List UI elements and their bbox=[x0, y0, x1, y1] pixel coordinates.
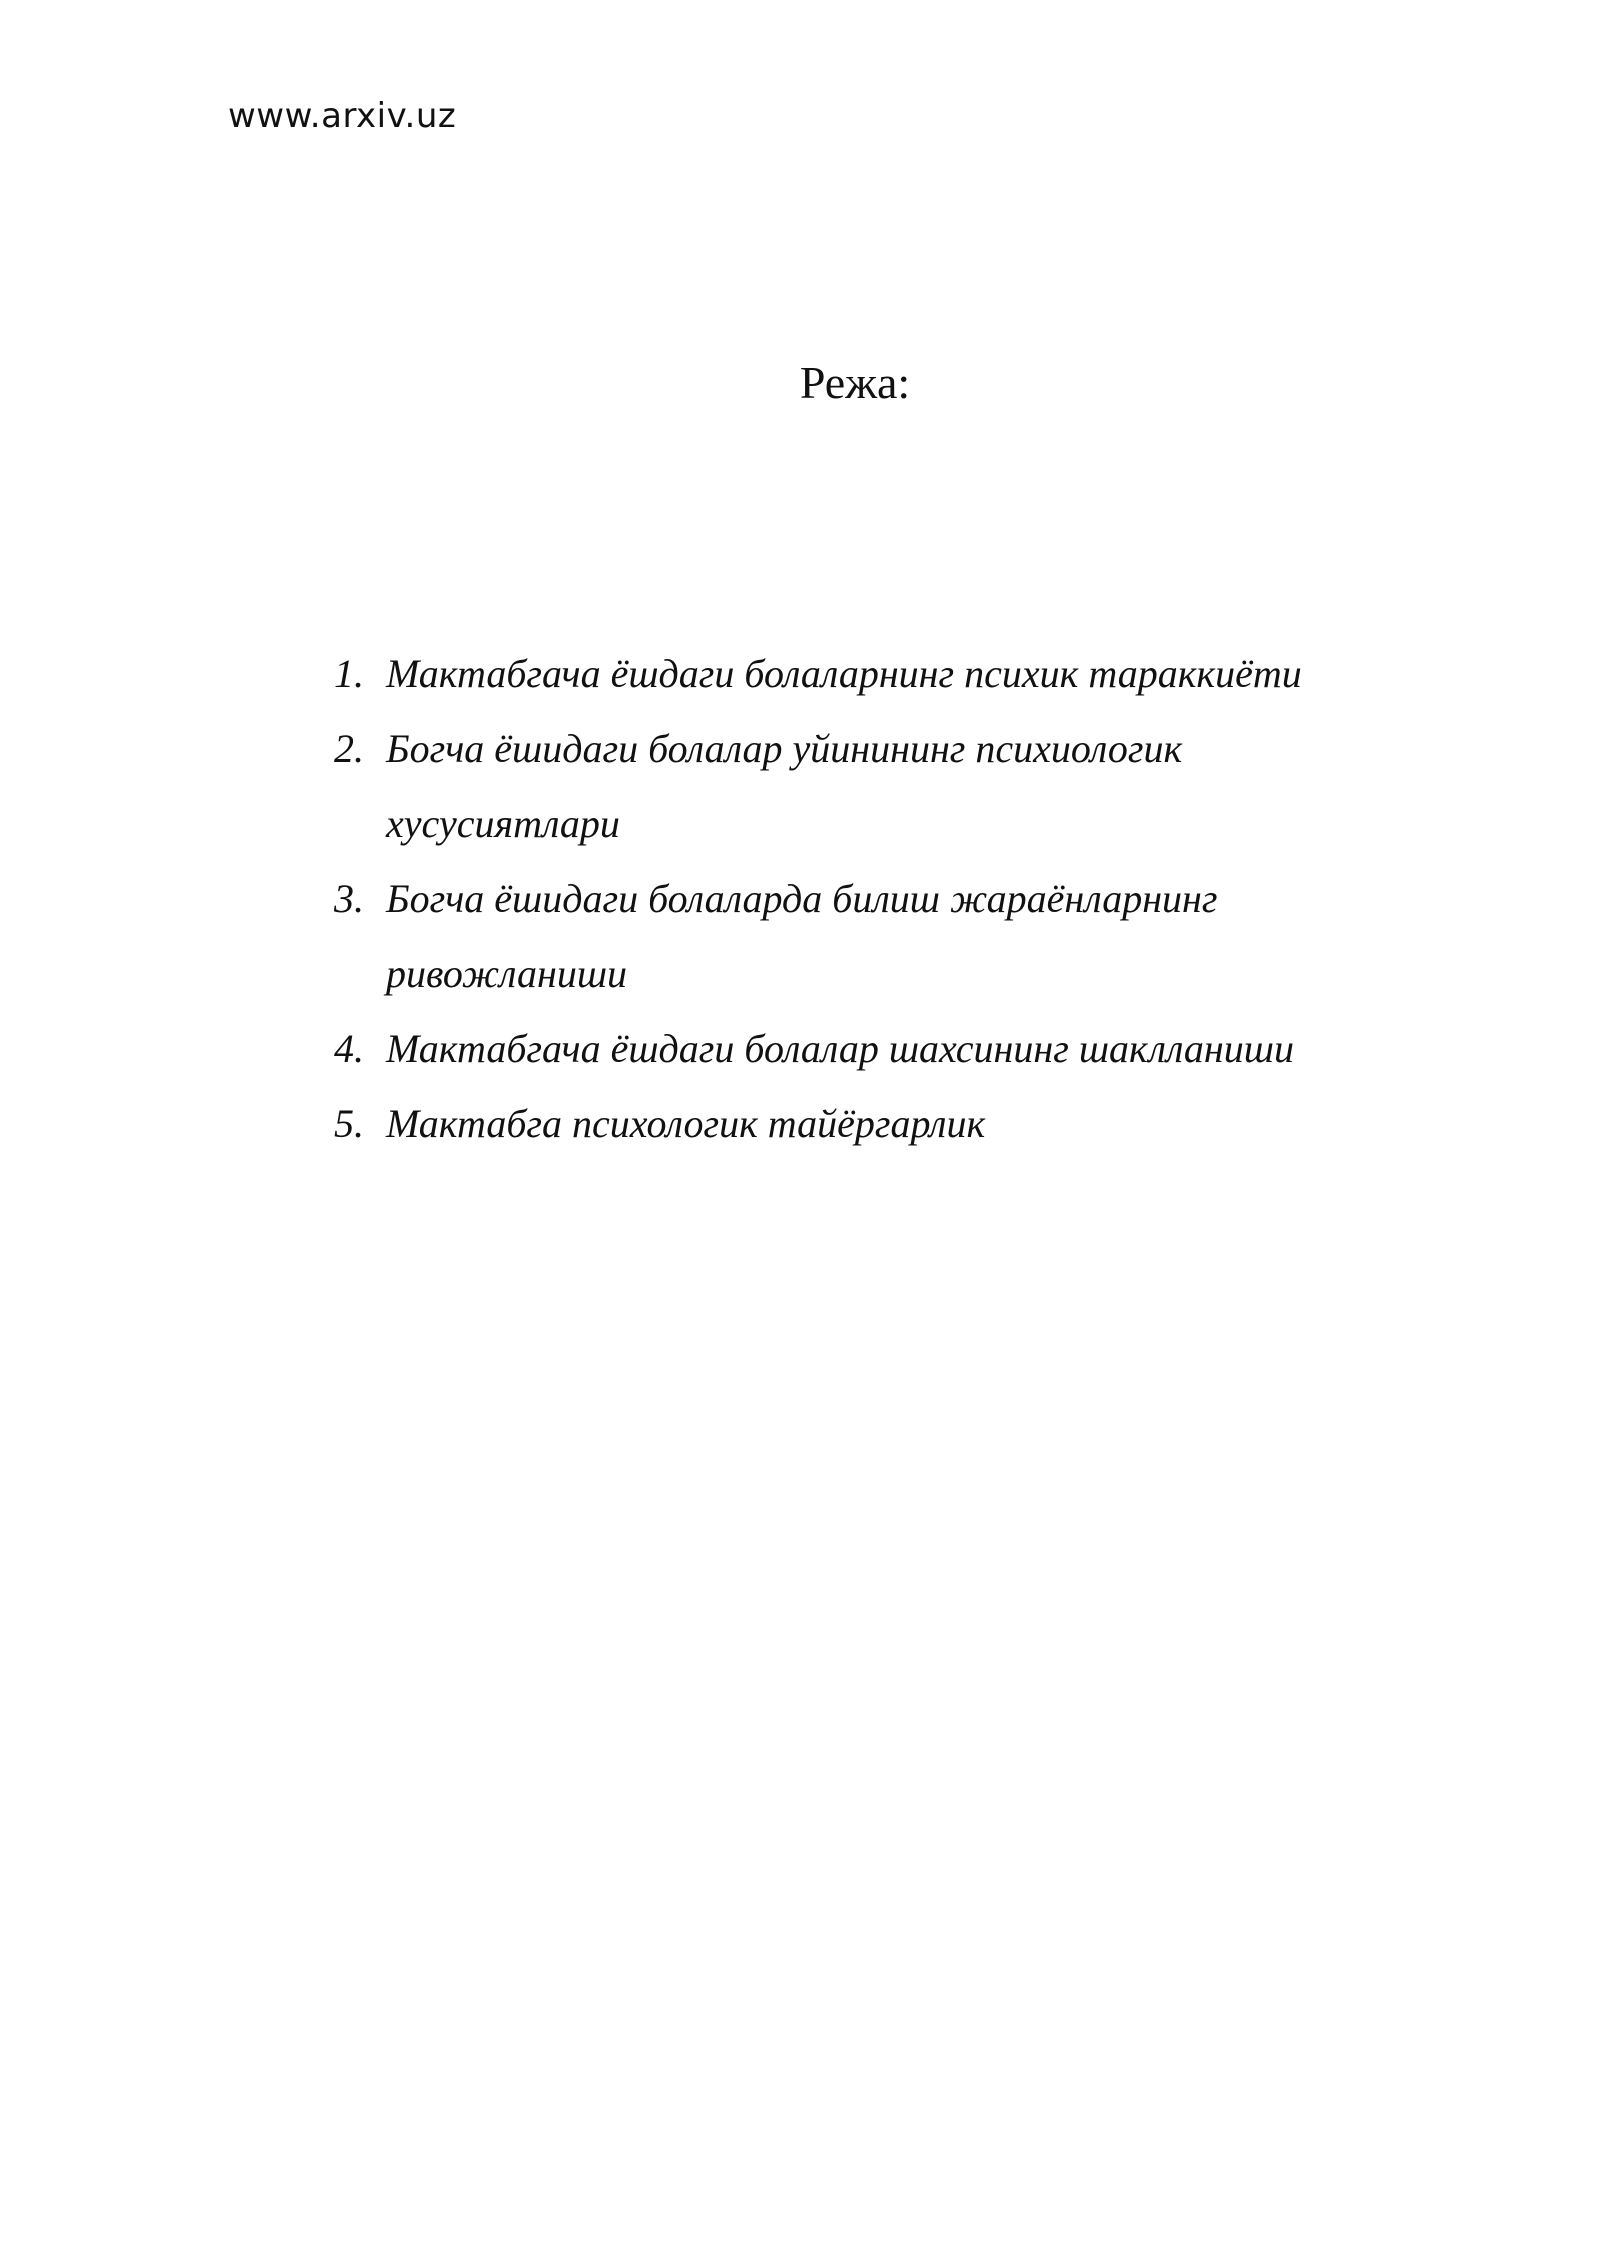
list-item bbox=[334, 861, 1394, 1011]
list-item-text: Мактабгача ёшдаги болаларнинг психик тараккиёти bbox=[386, 651, 1302, 696]
list-item-number: 1. bbox=[334, 651, 364, 696]
list-item-text: Богча ёшидаги болаларда билиш жараёнларнинг ривожланиши bbox=[386, 876, 1218, 996]
plan-list bbox=[334, 636, 1394, 1161]
site-url-header: www.arxiv.uz bbox=[228, 96, 457, 136]
list-item-text: Мактабгача ёшдаги болалар шахсининг шаклланиши bbox=[386, 1026, 1294, 1071]
list-item bbox=[334, 1086, 1394, 1161]
list-item-text: Мактабга психологик тайёргарлик bbox=[386, 1101, 986, 1146]
list-item-number: 3. bbox=[334, 876, 364, 921]
list-item bbox=[334, 636, 1394, 711]
list-item bbox=[334, 1011, 1394, 1086]
list-item-number: 2. bbox=[334, 726, 364, 771]
list-item-number: 5. bbox=[334, 1101, 364, 1146]
page-title: Режа: bbox=[799, 357, 911, 408]
list-item-text: Богча ёшидаги болалар уйинининг психиологик хусусиятлари bbox=[386, 726, 1183, 846]
list-item bbox=[334, 711, 1394, 861]
list-item-number: 4. bbox=[334, 1026, 364, 1071]
